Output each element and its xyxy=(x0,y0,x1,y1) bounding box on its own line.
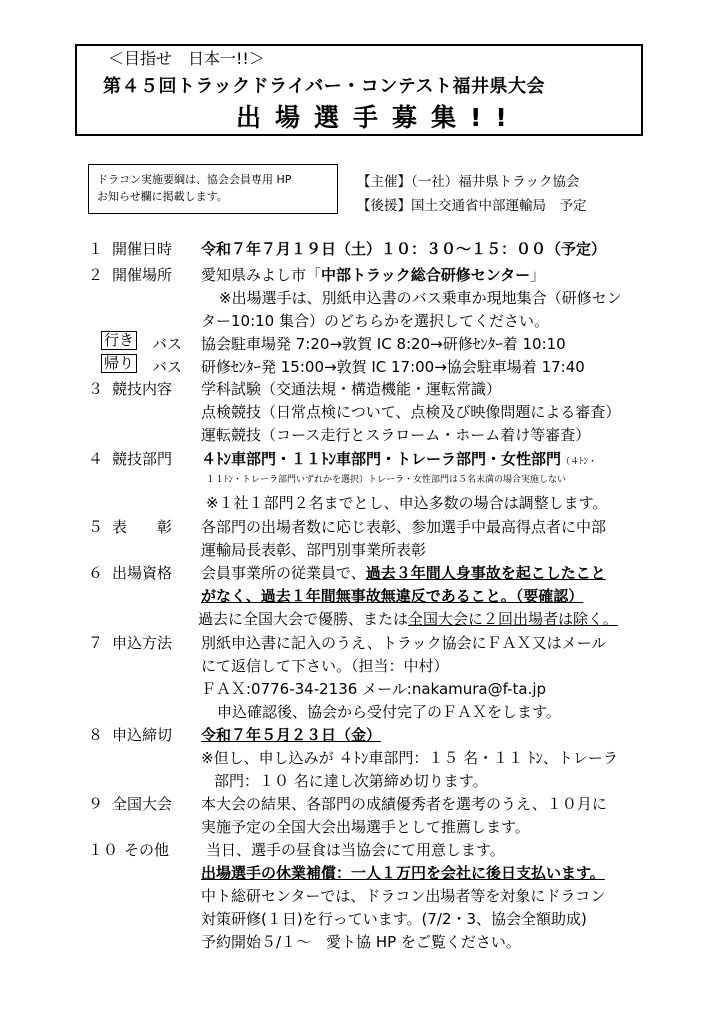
apply-line-2: にて返信して下さい。（担当：中村） xyxy=(201,657,449,675)
bus-back-tag: 帰り xyxy=(101,354,137,373)
organizer-support: 【後援】国土交通省中部運輸局 予定 xyxy=(357,198,587,214)
venue-note-2: ター10:10 集合）のどちらかを選択してください。 xyxy=(201,312,549,330)
bus-out-tag: 行き xyxy=(101,331,137,350)
item-number: １０ xyxy=(88,841,119,859)
item-number: ６ xyxy=(88,564,104,582)
eligibility-line-1: 会員事業所の従業員で、過去３年間人身事故を起こしたこと xyxy=(201,564,606,582)
event-inspection: 点検競技（日常点検について、点検及び映像問題による審査） xyxy=(201,403,621,421)
item-number: ３ xyxy=(88,380,104,398)
other-line-5: 予約開始５/１～ 愛ト協 HP をご覧ください。 xyxy=(201,933,521,951)
apply-line-1: 別紙申込書に記入のうえ、トラック協会にＦＡＸ又はメール xyxy=(201,634,607,652)
event-written-test: 学科試験（交通法規・構造機能・運転常識） xyxy=(201,380,502,398)
item-label: 出場資格 xyxy=(112,564,173,582)
item-label: 表 彰 xyxy=(112,518,173,536)
page-subtitle: 出場選手募集!! xyxy=(236,103,521,132)
bus-back-label: バス xyxy=(152,358,183,376)
page-title: 第４５回トラックドライバー・コンテスト福井県大会 xyxy=(103,76,546,97)
notice-line-1: ドラコン実施要綱は、協会会員専用 HP xyxy=(97,173,292,186)
other-line-3: 中ト総研センターでは、ドラコン出場者等を対象にドラコン xyxy=(201,887,606,905)
other-compensation: 出場選手の休業補償：一人１万円を会社に後日支払います。 xyxy=(201,864,605,882)
bus-out-schedule: 協会駐車場発 7:20→敦賀 IC 8:20→研修ｾﾝﾀｰ着 10:10 xyxy=(201,335,566,353)
deadline-date: 令和７年５月２３日（金） xyxy=(201,726,382,744)
venue-note-1: ※出場選手は、別紙申込書のバス乗車か現地集合（研修セン xyxy=(219,289,622,307)
notice-line-2: お知らせ欄に掲載します。 xyxy=(97,190,228,203)
item-number: ９ xyxy=(88,795,104,813)
apply-contact: ＦＡＸ:0776-34-2136 メール:nakamura@f-ta.jp xyxy=(201,680,547,698)
venue-text xyxy=(201,264,545,285)
venue-prefix: 愛知県みよし市「 xyxy=(201,266,322,284)
item-label: 申込方法 xyxy=(112,634,173,652)
venue-name: 中部トラック総合研修センター xyxy=(321,266,531,284)
notice-box xyxy=(88,164,338,214)
eligibility-line-2: がなく、過去１年間無事故無違反であること。（要確認） xyxy=(201,587,584,605)
item-label: 申込締切 xyxy=(112,726,173,744)
eligibility-line-3: 過去に全国大会で優勝、または全国大会に２回出場者は除く。 xyxy=(198,610,618,628)
item-label: 開催日時 xyxy=(112,240,173,258)
item-number: １ xyxy=(88,240,104,258)
divisions-line-2: １１ﾄﾝ・トレーラ部門いずれかを選択）トレーラ・女性部門は５名未満の場合実施しない xyxy=(206,475,567,485)
venue-suffix: 」 xyxy=(530,266,546,284)
item-number: ８ xyxy=(88,726,104,744)
item-number: ７ xyxy=(88,634,104,652)
other-line-4: 対策研修(１日)を行っています。(7/2・3、協会全額助成) xyxy=(201,910,587,928)
item-number: ５ xyxy=(88,518,104,536)
item-number: ２ xyxy=(88,266,104,284)
national-line-1: 本大会の結果、各部門の成績優秀者を選考のうえ、１０月に xyxy=(201,795,607,813)
bus-out-label: バス xyxy=(152,335,183,353)
item-label: 開催場所 xyxy=(112,266,173,284)
divisions-line-1: ４ﾄﾝ車部門・１１ﾄﾝ車部門・トレーラ部門・女性部門（４ﾄﾝ・ xyxy=(201,450,598,468)
tagline: ＜目指せ 日本一!!＞ xyxy=(108,49,265,68)
bus-back-schedule: 研修ｾﾝﾀｰ発 15:00→敦賀 IC 17:00→協会駐車場着 17:40 xyxy=(201,358,585,376)
deadline-note-2: 部門：１０ 名に達し次第締め切ります。 xyxy=(214,772,488,790)
divisions-line-3: ※１社１部門２名までとし、申込多数の場合は調整します。 xyxy=(206,494,608,512)
national-line-2: 実施予定の全国大会出場選手として推薦します。 xyxy=(201,818,530,836)
awards-line-2: 運輸局長表彰、部門別事業所表彰 xyxy=(201,541,427,559)
event-date: 令和７年７月１９日（土）１０：３０～１５：００（予定） xyxy=(201,240,607,258)
item-label: 競技部門 xyxy=(112,450,173,468)
organizer-host: 【主催】（一社）福井県トラック協会 xyxy=(357,174,580,190)
awards-line-1: 各部門の出場者数に応じ表彰、参加選手中最高得点者に中部 xyxy=(201,518,607,536)
apply-line-4: 申込確認後、協会から受付完了のＦＡＸをします。 xyxy=(217,703,561,721)
item-label: その他 xyxy=(124,841,170,859)
item-label: 全国大会 xyxy=(112,795,173,813)
event-driving: 運転競技（コース走行とスラローム・ホーム着け等審査） xyxy=(201,426,591,444)
deadline-note-1: ※但し、申し込みが ４ﾄﾝ車部門：１５ 名・１１ ﾄﾝ、トレーラ xyxy=(201,749,618,767)
other-line-1: 当日、選手の昼食は当協会にて用意します。 xyxy=(206,841,505,859)
item-label: 競技内容 xyxy=(112,380,173,398)
item-number: ４ xyxy=(88,450,104,468)
